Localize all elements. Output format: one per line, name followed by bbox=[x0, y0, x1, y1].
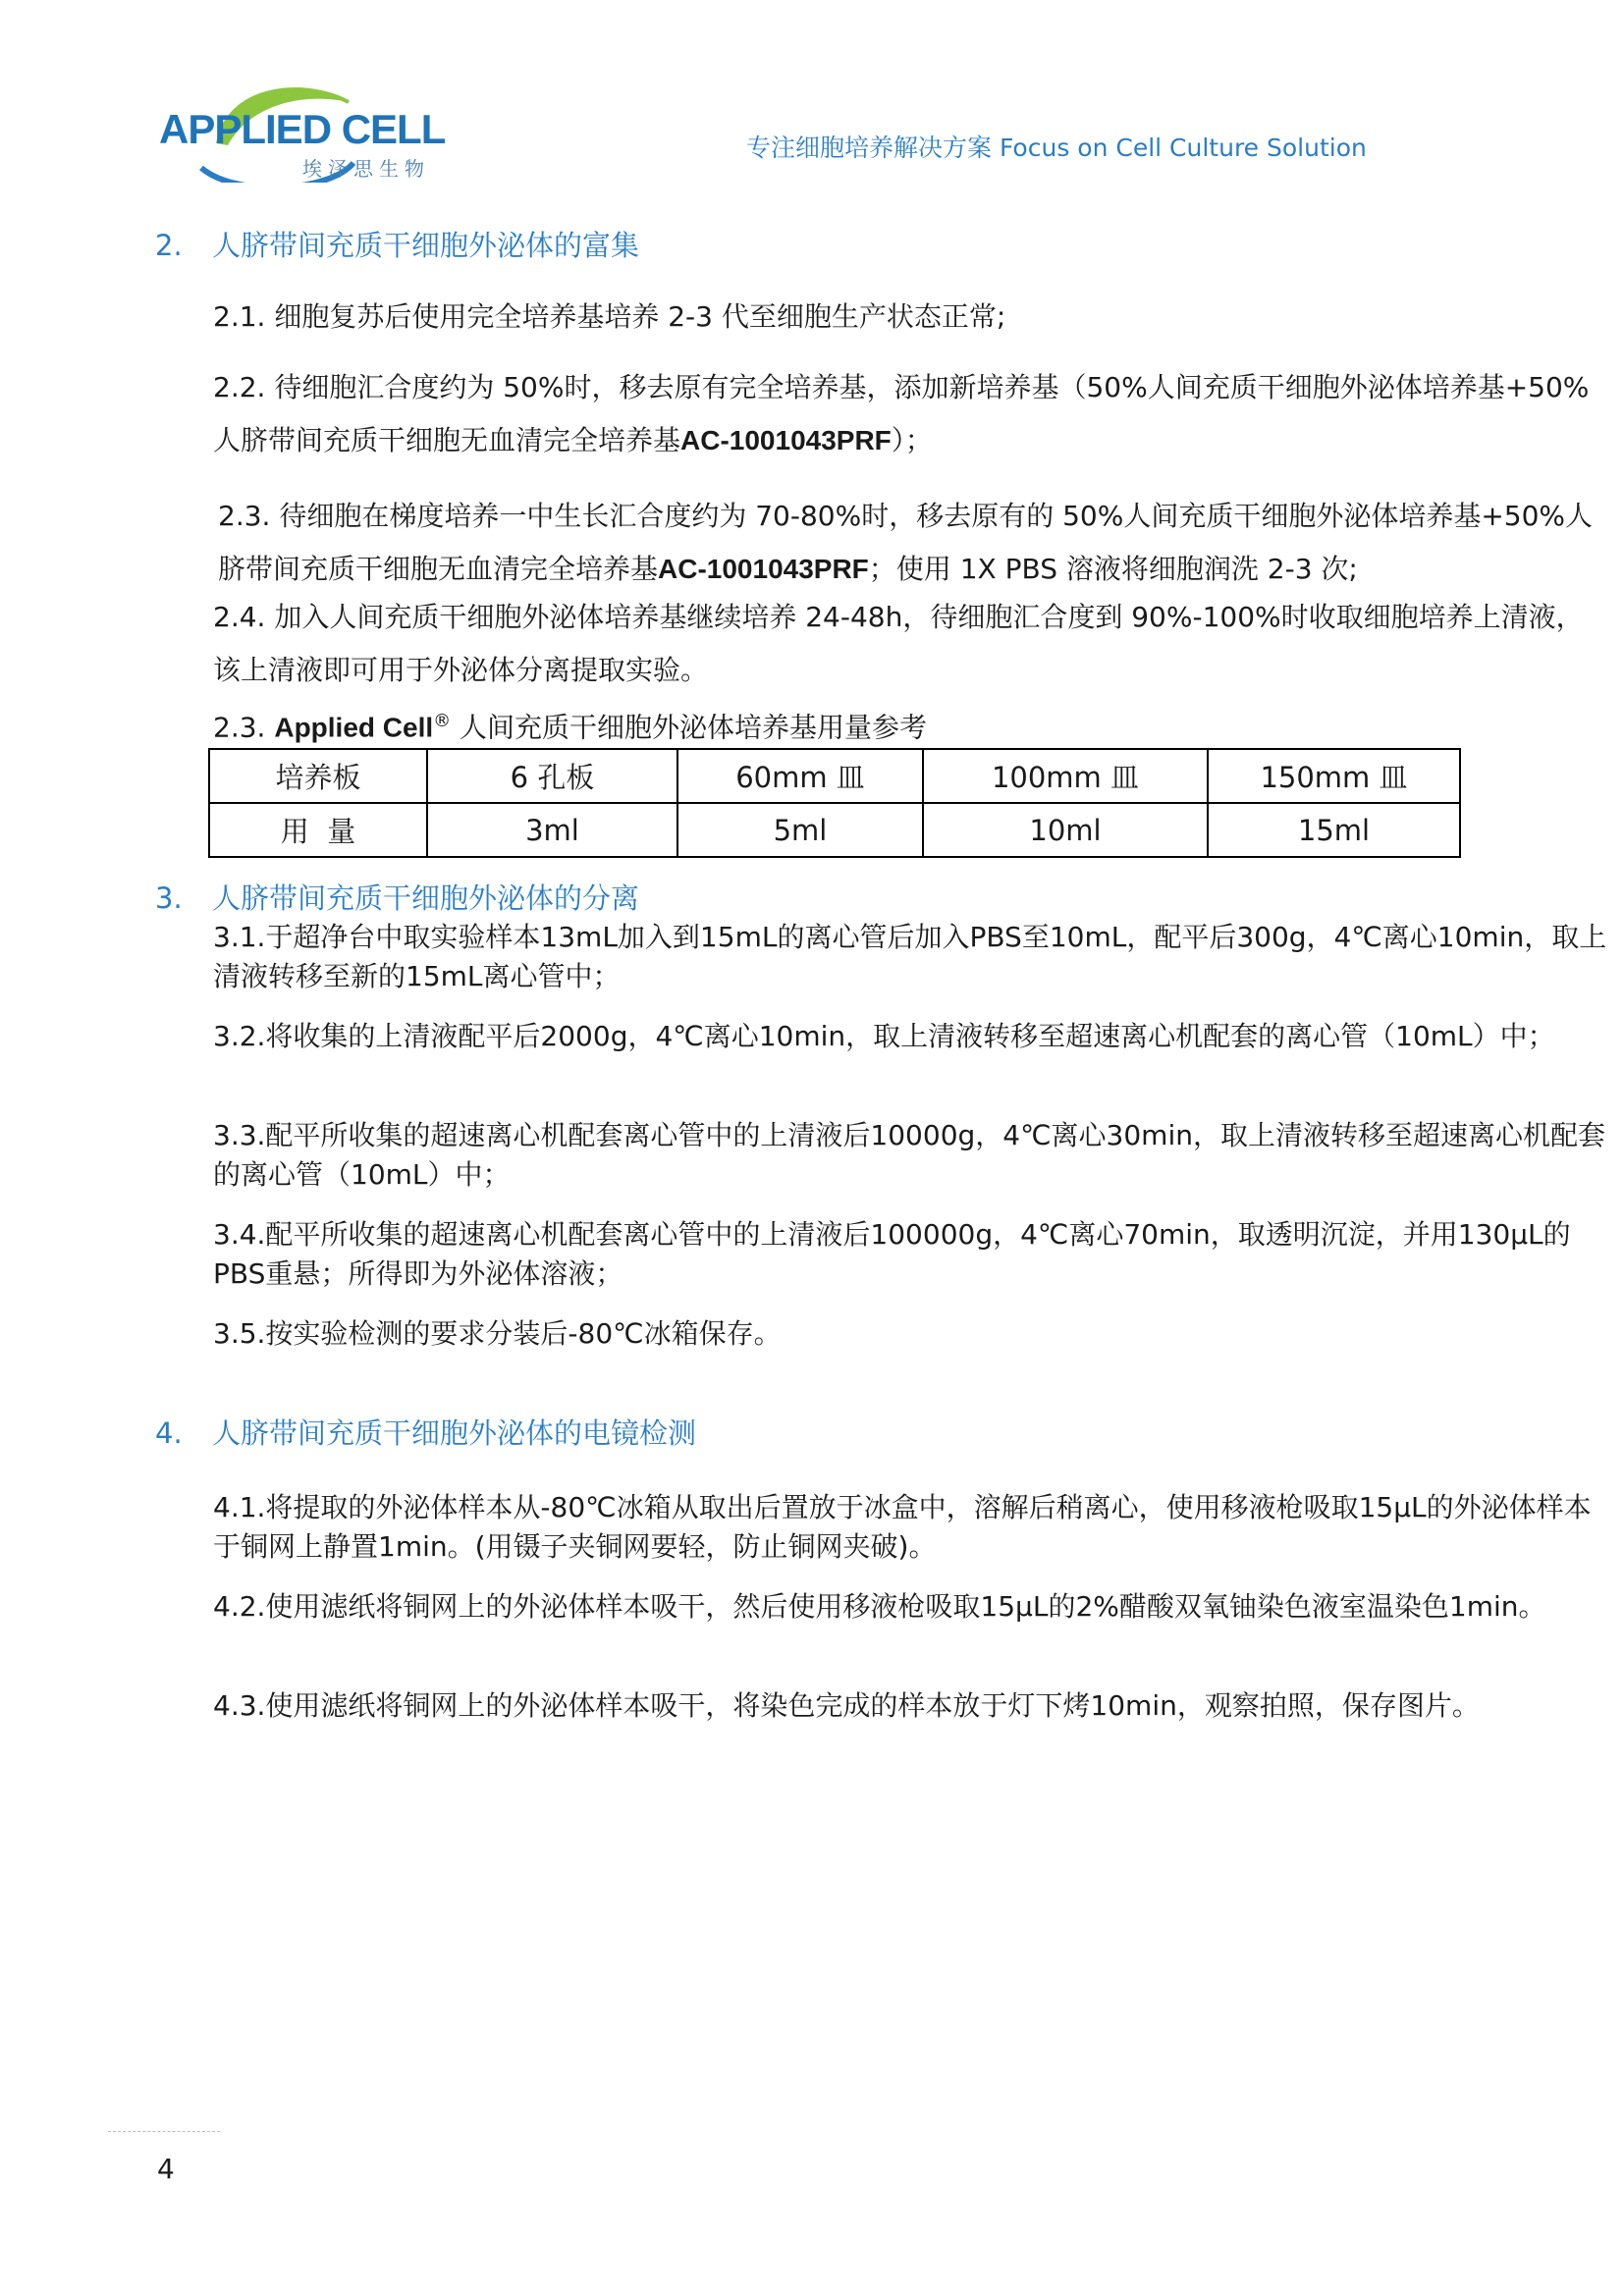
table-cell: 3ml bbox=[427, 803, 677, 857]
paragraph-3-1: 3.1.于超净台中取实验样本13mL加入到15mL的离心管后加入PBS至10mL，配平后300g，4℃离心10min，取上清液转移至新的15mL离心管中； bbox=[213, 921, 1607, 992]
brand-name: Applied Cell bbox=[274, 712, 434, 743]
table-cell: 15ml bbox=[1208, 803, 1460, 857]
page-number: 4 bbox=[157, 2153, 175, 2185]
section-title: 人脐带间充质干细胞外泌体的富集 bbox=[212, 229, 640, 262]
table-cell: 用 量 bbox=[209, 803, 427, 857]
table-cell: 10ml bbox=[923, 803, 1208, 857]
logo-wordmark: APPLIED CELL bbox=[159, 106, 446, 152]
table-cell: 6 孔板 bbox=[427, 749, 677, 803]
table-cell: 150mm 皿 bbox=[1208, 749, 1460, 803]
section-number: 2. bbox=[155, 229, 183, 262]
table-cell: 培养板 bbox=[209, 749, 427, 803]
footer-divider bbox=[108, 2131, 220, 2132]
table-row bbox=[209, 803, 1460, 857]
paragraph-text: 2.3. 待细胞在梯度培养一中生长汇合度约为 70-80%时，移去原有的 50%人间充质干细胞外泌体培养基+50%人脐带间充质干细胞无血清完全培养基 bbox=[218, 500, 1594, 585]
paragraph-3-2: 3.2.将收集的上清液配平后2000g，4℃离心10min，取上清液转移至超速离心机配套的离心管（10mL）中； bbox=[213, 1020, 1555, 1052]
paragraph-3-3: 3.3.配平所收集的超速离心机配套离心管中的上清液后10000g，4℃离心30min，取上清液转移至超速离心机配套的离心管（10mL）中； bbox=[213, 1119, 1605, 1191]
paragraph-2-3 bbox=[218, 490, 1612, 596]
paragraph-4-1: 4.1.将提取的外泌体样本从-80℃冰箱从取出后置放于冰盒中，溶解后稍离心，使用移液枪吸取15μL的外泌体样本于铜网上静置1min。(用镊子夹铜网要轻，防止铜网夹破)。 bbox=[213, 1491, 1592, 1563]
paragraph-text: 2.2. 待细胞汇合度约为 50%时，移去原有完全培养基，添加新培养基（50%人间充质干细胞外泌体培养基+50% 人脐带间充质干细胞无血清完全培养基 bbox=[213, 371, 1590, 456]
paragraph-3-4: 3.4.配平所收集的超速离心机配套离心管中的上清液后100000g，4℃离心70min，取透明沉淀，并用130μL的PBS重悬；所得即为外泌体溶液； bbox=[213, 1218, 1571, 1290]
section-2-heading bbox=[155, 224, 639, 264]
paragraph-text: ；使用 1X PBS 溶液将细胞润洗 2-3 次; bbox=[868, 553, 1358, 585]
header-tagline: 专注细胞培养解决方案 Focus on Cell Culture Solution bbox=[746, 133, 1367, 162]
section-3-heading bbox=[155, 877, 639, 917]
paragraph-2-4: 2.4. 加入人间充质干细胞外泌体培养基继续培养 24-48h，待细胞汇合度到 90%-100%时收取细胞培养上清液，该上清液即可用于外泌体分离提取实验。 bbox=[213, 601, 1584, 686]
table-row bbox=[209, 749, 1460, 803]
product-code: AC-1001043PRF bbox=[658, 554, 869, 584]
table-caption bbox=[213, 695, 1607, 754]
table-cell: 100mm 皿 bbox=[923, 749, 1208, 803]
usage-table bbox=[208, 748, 1461, 858]
paragraph-2-1: 2.1. 细胞复苏后使用完全培养基培养 2-3 代至细胞生产状态正常; bbox=[213, 300, 1006, 333]
caption-number: 2.3. bbox=[213, 711, 275, 744]
product-code: AC-1001043PRF bbox=[680, 425, 892, 455]
section-title: 人脐带间充质干细胞外泌体的电镜检测 bbox=[212, 1416, 697, 1450]
section-number: 4. bbox=[155, 1416, 183, 1450]
registered-mark: ® bbox=[433, 711, 452, 731]
paragraph-2-2 bbox=[213, 361, 1607, 467]
logo-subtitle: 埃泽思生物 bbox=[302, 157, 430, 181]
paragraph-text: ）； bbox=[891, 424, 933, 456]
paragraph-4-3: 4.3.使用滤纸将铜网上的外泌体样本吸干，将染色完成的样本放于灯下烤10min，观察拍照，保存图片。 bbox=[213, 1689, 1480, 1722]
company-logo bbox=[157, 75, 452, 183]
caption-text: 人间充质干细胞外泌体培养基用量参考 bbox=[451, 711, 928, 744]
paragraph-4-2: 4.2.使用滤纸将铜网上的外泌体样本吸干，然后使用移液枪吸取15μL的2%醋酸双氧铀染色液室温染色1min。 bbox=[213, 1590, 1546, 1623]
section-title: 人脐带间充质干细胞外泌体的分离 bbox=[212, 881, 640, 915]
section-4-heading bbox=[155, 1412, 696, 1452]
section-number: 3. bbox=[155, 881, 183, 915]
table-cell: 5ml bbox=[677, 803, 923, 857]
paragraph-3-5: 3.5.按实验检测的要求分装后-80℃冰箱保存。 bbox=[213, 1317, 782, 1350]
table-cell: 60mm 皿 bbox=[677, 749, 923, 803]
